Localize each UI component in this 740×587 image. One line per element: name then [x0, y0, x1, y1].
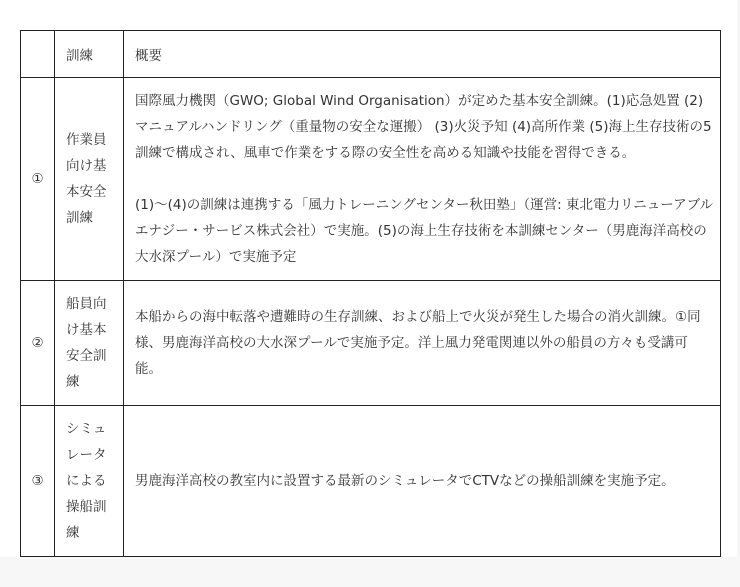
training-overview	[124, 78, 721, 281]
overview-paragraph: 国際風力機関（GWO; Global Wind Organisation）が定めた基本安全訓練。(1)応急処置 (2)マニュアルハンドリング（重量物の安全な運搬） (3)火災予知 (4)高所作業 (5)海上生存技術の5訓練で構成され、風車で作業をする際の安全性を高める知識や技能を習得できる。	[135, 93, 712, 161]
table-row	[21, 406, 721, 557]
table-row	[21, 78, 721, 281]
training-name: 船員向け基本安全訓練	[55, 281, 124, 406]
training-table	[20, 30, 721, 557]
header-num	[21, 31, 55, 78]
table-header-row	[21, 31, 721, 78]
overview-paragraph: (1)～(4)の訓練は連携する「風力トレーニングセンター秋田塾」（運営: 東北電力リニューアブルエナジー・サービス株式会社）で実施。(5)の海上生存技術を本訓練センター（男鹿海洋高校の大水深プール）で実施予定	[135, 197, 714, 265]
table-row	[21, 281, 721, 406]
overview-paragraph: 男鹿海洋高校の教室内に設置する最新のシミュレータでCTVなどの操船訓練を実施予定。	[135, 473, 675, 489]
training-overview	[124, 406, 721, 557]
training-name: 作業員向け基本安全訓練	[55, 78, 124, 281]
header-overview: 概要	[124, 31, 721, 78]
row-number: ①	[21, 78, 55, 281]
overview-paragraph: 本船からの海中転落や遭難時の生存訓練、および船上で火災が発生した場合の消火訓練。①同様、男鹿海洋高校の大水深プールで実施予定。洋上風力発電関連以外の船員の方々も受講可能。	[135, 309, 701, 377]
training-name: シミュレータによる操船訓練	[55, 406, 124, 557]
row-number: ②	[21, 281, 55, 406]
row-number: ③	[21, 406, 55, 557]
training-overview	[124, 281, 721, 406]
header-training: 訓練	[55, 31, 124, 78]
